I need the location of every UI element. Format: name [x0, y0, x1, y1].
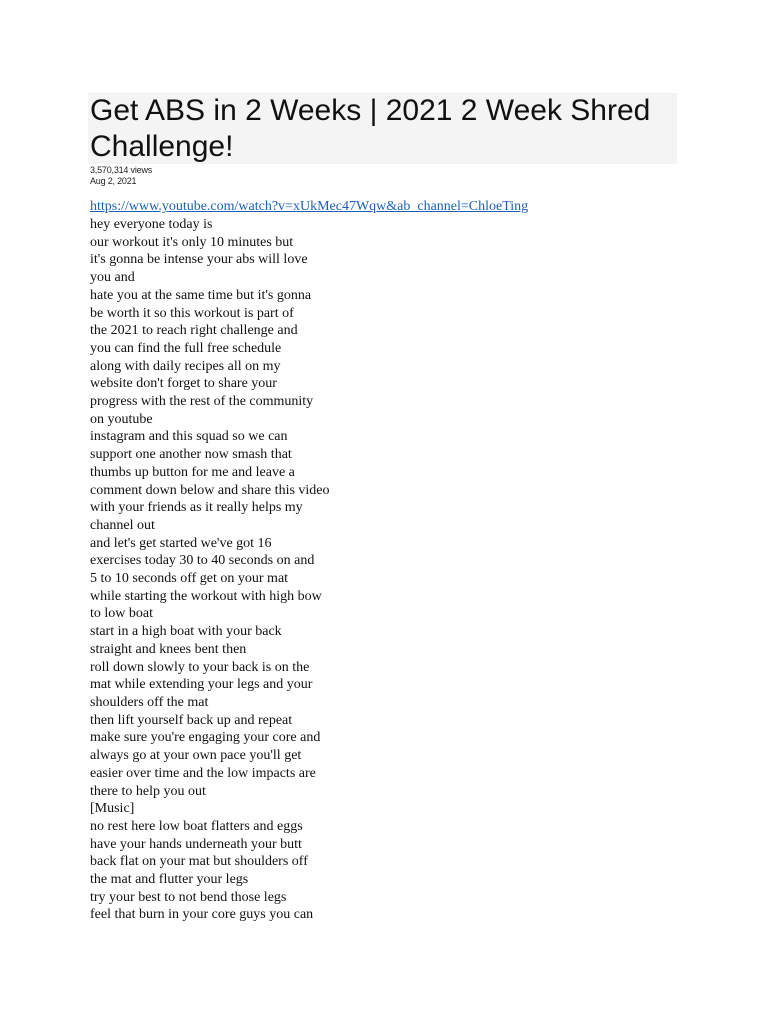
transcript-line: you can find the full free schedule	[90, 340, 282, 356]
transcript-line: be worth it so this workout is part of	[90, 305, 294, 321]
transcript-line: shoulders off the mat	[90, 694, 209, 710]
transcript-line: it's gonna be intense your abs will love	[90, 252, 308, 268]
transcript-line: the mat and flutter your legs	[90, 872, 249, 888]
transcript-line: you and	[90, 270, 135, 286]
transcript-line: progress with the rest of the community	[90, 394, 314, 410]
document-title: Get ABS in 2 Weeks | 2021 2 Week Shred Challenge!	[90, 94, 651, 163]
transcript-line: start in a high boat with your back	[90, 624, 282, 640]
transcript-line: easier over time and the low impacts are	[90, 765, 316, 781]
transcript-line: straight and knees bent then	[90, 641, 247, 657]
video-link[interactable]: https://www.youtube.com/watch?v=xUkMec47Wqw&ab_channel=ChloeTing	[90, 199, 529, 214]
transcript-line: exercises today 30 to 40 seconds on and	[90, 553, 315, 569]
transcript-line: support one another now smash that	[90, 447, 292, 463]
transcript-line: no rest here low boat flatters and eggs	[90, 818, 303, 834]
transcript	[90, 216, 390, 924]
transcript-line: thumbs up button for me and leave a	[90, 464, 295, 480]
transcript-line: back flat on your mat but shoulders off	[90, 854, 308, 870]
transcript-line: our workout it's only 10 minutes but	[90, 234, 294, 250]
transcript-line: mat while extending your legs and your	[90, 677, 313, 693]
transcript-line: roll down slowly to your back is on the	[90, 659, 310, 675]
transcript-line: channel out	[90, 517, 155, 533]
transcript-line: there to help you out	[90, 783, 206, 799]
transcript-line: to low boat	[90, 606, 153, 622]
transcript-line: instagram and this squad so we can	[90, 429, 288, 445]
transcript-line: the 2021 to reach right challenge and	[90, 323, 298, 339]
transcript-line: always go at your own pace you'll get	[90, 748, 302, 764]
transcript-line: feel that burn in your core guys you can	[90, 907, 314, 923]
transcript-line: hey everyone today is	[90, 217, 213, 232]
transcript-line: along with daily recipes all on my	[90, 358, 281, 374]
publish-date: Aug 2, 2021	[90, 176, 137, 186]
transcript-line: while starting the workout with high bow	[90, 588, 322, 604]
transcript-line: comment down below and share this video	[90, 482, 330, 498]
transcript-line: on youtube	[90, 411, 153, 427]
transcript-line: try your best to not bend those legs	[90, 889, 287, 905]
view-count: 3,570,314 views	[90, 165, 153, 175]
title-block	[88, 93, 677, 164]
transcript-line: have your hands underneath your butt	[90, 836, 302, 852]
transcript-line: 5 to 10 seconds off get on your mat	[90, 571, 289, 587]
transcript-line: and let's get started we've got 16	[90, 535, 272, 551]
transcript-line: make sure you're engaging your core and	[90, 730, 321, 746]
transcript-line: [Music]	[90, 801, 135, 817]
transcript-line: then lift yourself back up and repeat	[90, 712, 293, 728]
transcript-line: with your friends as it really helps my	[90, 500, 303, 516]
transcript-line: hate you at the same time but it's gonna	[90, 287, 312, 303]
transcript-line: website don't forget to share your	[90, 376, 277, 392]
